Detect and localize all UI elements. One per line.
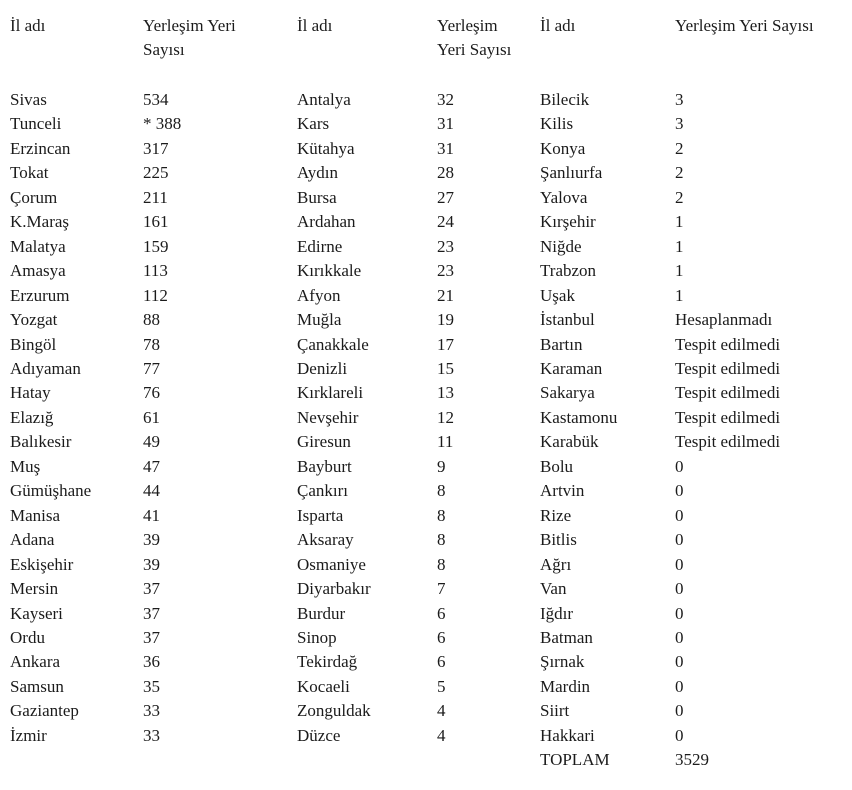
province-name-cell: Bolu <box>540 456 574 476</box>
settlement-count-cell: 0 <box>675 505 684 525</box>
table-row <box>540 88 850 112</box>
table-row <box>10 553 295 577</box>
province-name-cell: Yozgat <box>10 310 58 330</box>
table-row <box>10 161 295 185</box>
settlement-count-cell: 0 <box>675 725 684 745</box>
table-row <box>297 284 537 308</box>
table-row <box>540 699 850 723</box>
table-row <box>540 284 850 308</box>
settlement-count-cell: 0 <box>675 676 684 696</box>
settlement-count-cell: 0 <box>675 554 684 574</box>
table-row <box>10 186 295 210</box>
province-name-cell: Gaziantep <box>10 701 79 721</box>
column-group-1 <box>10 14 295 748</box>
settlement-count-cell: 88 <box>143 310 160 330</box>
table-row <box>540 724 850 748</box>
table-row <box>540 430 850 454</box>
table-row <box>297 528 537 552</box>
settlement-count-cell: 36 <box>143 652 160 672</box>
table-row <box>540 626 850 650</box>
settlement-count-cell: 3 <box>675 114 684 134</box>
settlement-count-cell: 37 <box>143 627 160 647</box>
table-row <box>540 602 850 626</box>
province-name-cell: Karabük <box>540 432 599 452</box>
table-row <box>10 455 295 479</box>
province-name-cell: Samsun <box>10 676 64 696</box>
settlement-count-cell: 3 <box>675 90 684 109</box>
table-row <box>540 577 850 601</box>
settlement-count-cell: 0 <box>675 627 684 647</box>
table-row <box>540 259 850 283</box>
province-name-cell: Nevşehir <box>297 407 359 427</box>
table-rows <box>297 88 537 748</box>
province-name-cell: Afyon <box>297 285 341 305</box>
settlement-count-cell: 6 <box>437 652 446 672</box>
table-row <box>297 88 537 112</box>
table-row <box>10 112 295 136</box>
settlement-count-cell: 78 <box>143 334 160 354</box>
province-name-cell: Tokat <box>10 163 49 183</box>
province-column-header: İl adı <box>10 16 46 35</box>
column-group-header <box>540 14 850 88</box>
province-name-cell: Uşak <box>540 285 575 305</box>
province-name-cell: İstanbul <box>540 310 595 330</box>
settlement-count-cell: 534 <box>143 90 169 109</box>
count-column-header <box>437 14 511 62</box>
table-row <box>297 210 537 234</box>
table-row <box>10 210 295 234</box>
table-row <box>10 284 295 308</box>
province-name-cell: Çankırı <box>297 481 348 501</box>
province-name-cell: Malatya <box>10 236 66 256</box>
province-name-cell: Balıkesir <box>10 432 72 452</box>
province-name-cell: Tekirdağ <box>297 652 358 672</box>
settlement-count-cell: 2 <box>675 187 684 207</box>
province-name-cell: Denizli <box>297 358 348 378</box>
table-row <box>297 308 537 332</box>
table-row <box>10 577 295 601</box>
table-row <box>540 112 850 136</box>
province-name-cell: Amasya <box>10 261 66 281</box>
table-row <box>297 112 537 136</box>
settlement-count-cell: 39 <box>143 530 160 550</box>
settlement-count-cell: 47 <box>143 456 160 476</box>
province-name-cell: Burdur <box>297 603 346 623</box>
settlement-count-cell: 113 <box>143 261 168 281</box>
province-name-cell: Edirne <box>297 236 343 256</box>
province-name-cell: Niğde <box>540 236 582 256</box>
province-name-cell: Ardahan <box>297 212 356 232</box>
settlement-count-cell: 112 <box>143 285 168 305</box>
province-name-cell: Muş <box>10 456 41 476</box>
province-name-cell: Ağrı <box>540 554 572 574</box>
table-row <box>297 602 537 626</box>
province-name-cell: Siirt <box>540 701 570 721</box>
province-name-cell: Erzurum <box>10 285 70 305</box>
settlement-count-cell: 8 <box>437 505 446 525</box>
province-name-cell: Düzce <box>297 725 341 745</box>
settlement-count-cell: 23 <box>437 261 454 281</box>
settlement-count-cell: 2 <box>675 138 684 158</box>
table-row <box>297 626 537 650</box>
table-row <box>540 650 850 674</box>
table-row <box>297 724 537 748</box>
province-name-cell: Zonguldak <box>297 701 371 721</box>
settlement-count-cell: 2 <box>675 163 684 183</box>
settlement-count-cell: 12 <box>437 407 454 427</box>
table-row <box>297 381 537 405</box>
settlement-count-cell: 5 <box>437 676 446 696</box>
province-name-cell: Ankara <box>10 652 61 672</box>
province-name-cell: Aydın <box>297 163 338 183</box>
province-column-header: İl adı <box>540 16 576 35</box>
settlement-count-cell: 37 <box>143 603 160 623</box>
settlement-count-cell: Tespit edilmedi <box>675 358 781 378</box>
province-column-header: İl adı <box>297 16 333 35</box>
settlement-count-cell: 0 <box>675 481 684 501</box>
table-row <box>297 479 537 503</box>
settlement-count-cell: 33 <box>143 701 160 721</box>
count-header-line: Yerleşim Yeri <box>143 16 236 35</box>
table-row <box>540 161 850 185</box>
province-name-cell: Hatay <box>10 383 51 403</box>
count-header-line: Yeri Sayısı <box>437 40 512 59</box>
settlement-count-cell: Tespit edilmedi <box>675 432 781 452</box>
table-row <box>10 504 295 528</box>
province-name-cell: Ordu <box>10 627 45 647</box>
settlement-count-cell: 32 <box>437 90 454 109</box>
settlement-count-cell: 31 <box>437 114 454 134</box>
count-column-header <box>143 14 236 62</box>
total-value: 3529 <box>675 750 709 770</box>
table-row <box>10 528 295 552</box>
column-group-header <box>10 14 295 88</box>
province-name-cell: İzmir <box>10 725 47 745</box>
table-row <box>540 504 850 528</box>
table-row <box>540 675 850 699</box>
settlement-count-cell: 77 <box>143 358 160 378</box>
settlement-count-cell: 161 <box>143 212 169 232</box>
table-row <box>540 210 850 234</box>
province-name-cell: Bartın <box>540 334 583 354</box>
settlement-count-cell: 0 <box>675 456 684 476</box>
province-name-cell: Karaman <box>540 358 603 378</box>
table-row <box>10 235 295 259</box>
province-name-cell: Muğla <box>297 310 342 330</box>
province-name-cell: Bayburt <box>297 456 352 476</box>
table-row <box>540 333 850 357</box>
table-row <box>540 455 850 479</box>
province-name-cell: Sinop <box>297 627 337 647</box>
settlement-count-cell: 21 <box>437 285 454 305</box>
table-row <box>10 333 295 357</box>
settlement-count-cell: 6 <box>437 627 446 647</box>
table-row <box>297 650 537 674</box>
province-name-cell: Erzincan <box>10 138 71 158</box>
table-row <box>297 137 537 161</box>
settlement-count-cell: 44 <box>143 481 160 501</box>
province-name-cell: Mardin <box>540 676 591 696</box>
table-row <box>297 675 537 699</box>
settlement-count-cell: 159 <box>143 236 169 256</box>
province-name-cell: Giresun <box>297 432 351 452</box>
settlement-count-cell: 15 <box>437 358 454 378</box>
settlement-count-cell: * 388 <box>143 114 182 134</box>
province-name-cell: Trabzon <box>540 261 597 281</box>
table-row <box>10 381 295 405</box>
column-group-2 <box>297 14 537 748</box>
settlement-count-cell: 37 <box>143 579 160 599</box>
table-row <box>10 357 295 381</box>
table-row <box>297 430 537 454</box>
settlement-count-cell: 8 <box>437 481 446 501</box>
settlement-count-cell: 0 <box>675 652 684 672</box>
table-row <box>10 650 295 674</box>
province-name-cell: Kayseri <box>10 603 63 623</box>
province-name-cell: Manisa <box>10 505 61 525</box>
province-name-cell: Rize <box>540 505 572 525</box>
table-row <box>297 699 537 723</box>
table-rows <box>540 88 850 773</box>
province-name-cell: Bingöl <box>10 334 57 354</box>
province-name-cell: Bursa <box>297 187 337 207</box>
settlement-count-cell: 9 <box>437 456 446 476</box>
table-row <box>10 699 295 723</box>
province-name-cell: Şırnak <box>540 652 585 672</box>
column-group-3 <box>540 14 850 773</box>
table-row <box>540 406 850 430</box>
settlement-count-cell: 23 <box>437 236 454 256</box>
settlement-count-cell: 8 <box>437 530 446 550</box>
total-row <box>540 748 850 772</box>
settlement-count-cell: 27 <box>437 187 454 207</box>
province-name-cell: Mersin <box>10 579 59 599</box>
province-name-cell: Sivas <box>10 90 47 109</box>
province-name-cell: Tunceli <box>10 114 62 134</box>
table-rows <box>10 88 295 748</box>
table-row <box>297 235 537 259</box>
table-row <box>297 186 537 210</box>
table-row <box>540 357 850 381</box>
settlement-count-cell: 31 <box>437 138 454 158</box>
table-row <box>10 259 295 283</box>
table-row <box>10 724 295 748</box>
column-group-header <box>297 14 537 88</box>
province-name-cell: Çorum <box>10 187 58 207</box>
table-row <box>10 137 295 161</box>
province-name-cell: K.Maraş <box>10 212 70 232</box>
province-name-cell: Diyarbakır <box>297 579 371 599</box>
province-name-cell: Batman <box>540 627 593 647</box>
table-row <box>297 357 537 381</box>
table-row <box>10 406 295 430</box>
province-name-cell: Kilis <box>540 114 574 134</box>
settlement-count-cell: 24 <box>437 212 454 232</box>
province-name-cell: Adana <box>10 530 55 550</box>
settlement-count-cell: 19 <box>437 310 454 330</box>
count-column-header <box>675 14 814 38</box>
table-row <box>540 186 850 210</box>
settlement-count-cell: 13 <box>437 383 454 403</box>
table-row <box>297 553 537 577</box>
settlement-count-cell: 0 <box>675 579 684 599</box>
settlement-count-cell: 1 <box>675 236 684 256</box>
settlement-count-cell: 4 <box>437 725 446 745</box>
settlement-count-cell: 8 <box>437 554 446 574</box>
province-name-cell: Kırşehir <box>540 212 596 232</box>
province-name-cell: Elazığ <box>10 407 54 427</box>
province-name-cell: Bilecik <box>540 90 590 109</box>
settlement-count-cell: 76 <box>143 383 160 403</box>
table-row <box>10 626 295 650</box>
province-name-cell: Çanakkale <box>297 334 369 354</box>
table-row <box>10 430 295 454</box>
settlement-count-cell: 33 <box>143 725 160 745</box>
table-row <box>540 479 850 503</box>
table-row <box>540 137 850 161</box>
table-row <box>297 577 537 601</box>
settlement-count-cell: 61 <box>143 407 160 427</box>
province-name-cell: Iğdır <box>540 603 574 623</box>
province-name-cell: Sakarya <box>540 383 595 403</box>
province-name-cell: Bitlis <box>540 530 577 550</box>
settlement-count-cell: Tespit edilmedi <box>675 407 781 427</box>
settlement-count-cell: 1 <box>675 261 684 281</box>
province-name-cell: Artvin <box>540 481 585 501</box>
settlement-count-cell: 17 <box>437 334 454 354</box>
province-name-cell: Adıyaman <box>10 358 81 378</box>
settlement-count-cell: 1 <box>675 285 684 305</box>
table-row <box>10 88 295 112</box>
settlement-count-cell: Hesaplanmadı <box>675 310 773 330</box>
settlement-count-cell: 7 <box>437 579 446 599</box>
settlement-count-cell: 1 <box>675 212 684 232</box>
table-row <box>540 235 850 259</box>
province-name-cell: Eskişehir <box>10 554 74 574</box>
count-header-line: Yerleşim <box>437 16 498 35</box>
settlement-count-cell: 39 <box>143 554 160 574</box>
count-header-line: Yerleşim Yeri Sayısı <box>675 16 814 35</box>
settlement-count-cell: Tespit edilmedi <box>675 334 781 354</box>
settlement-count-cell: 0 <box>675 603 684 623</box>
settlement-count-cell: 35 <box>143 676 160 696</box>
table-row <box>10 675 295 699</box>
province-name-cell: Kütahya <box>297 138 355 158</box>
province-name-cell: Kırklareli <box>297 383 364 403</box>
table-row <box>10 308 295 332</box>
province-name-cell: Aksaray <box>297 530 354 550</box>
table-row <box>540 308 850 332</box>
table-row <box>297 161 537 185</box>
province-name-cell: Isparta <box>297 505 344 525</box>
settlement-count-cell: Tespit edilmedi <box>675 383 781 403</box>
province-name-cell: Gümüşhane <box>10 481 92 501</box>
settlement-count-cell: 6 <box>437 603 446 623</box>
province-name-cell: Kars <box>297 114 330 134</box>
settlement-count-cell: 211 <box>143 187 168 207</box>
total-label: TOPLAM <box>540 750 610 770</box>
province-name-cell: Hakkari <box>540 725 595 745</box>
province-name-cell: Kastamonu <box>540 407 618 427</box>
settlement-count-cell: 0 <box>675 530 684 550</box>
province-name-cell: Şanlıurfa <box>540 163 603 183</box>
province-name-cell: Yalova <box>540 187 588 207</box>
settlement-count-cell: 4 <box>437 701 446 721</box>
table-row <box>297 504 537 528</box>
settlement-count-cell: 11 <box>437 432 454 452</box>
settlement-count-cell: 28 <box>437 163 454 183</box>
table-row <box>297 455 537 479</box>
province-name-cell: Kocaeli <box>297 676 350 696</box>
count-header-line: Sayısı <box>143 40 185 59</box>
province-name-cell: Osmaniye <box>297 554 366 574</box>
table-row <box>297 406 537 430</box>
settlement-count-cell: 225 <box>143 163 169 183</box>
settlement-count-cell: 41 <box>143 505 160 525</box>
table-row <box>10 479 295 503</box>
settlement-count-cell: 49 <box>143 432 160 452</box>
province-name-cell: Kırıkkale <box>297 261 362 281</box>
table-row <box>540 553 850 577</box>
table-row <box>297 259 537 283</box>
table-row <box>540 528 850 552</box>
table-row <box>297 333 537 357</box>
province-name-cell: Konya <box>540 138 586 158</box>
settlement-count-cell: 0 <box>675 701 684 721</box>
settlement-count-cell: 317 <box>143 138 169 158</box>
province-name-cell: Van <box>540 579 567 599</box>
province-name-cell: Antalya <box>297 90 351 109</box>
table-row <box>10 602 295 626</box>
table-row <box>540 381 850 405</box>
